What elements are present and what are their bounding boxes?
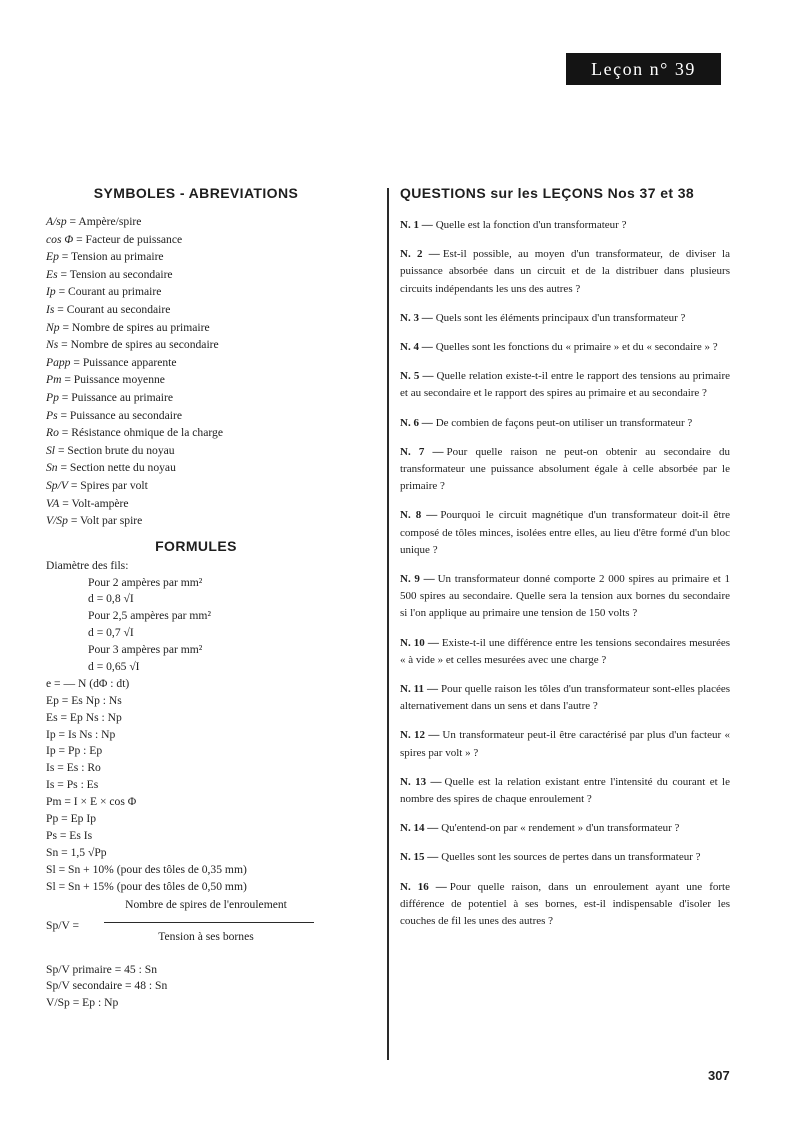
question-number: N. 4 — <box>400 341 433 354</box>
symbol-code: A/sp <box>46 215 67 228</box>
symbol-code: V/Sp <box>46 514 68 528</box>
question-item <box>400 774 730 808</box>
question-item <box>400 507 730 559</box>
questions-title: QUESTIONS sur les LEÇONS Nos 37 et 38 <box>400 185 695 201</box>
question-item <box>400 246 730 298</box>
question-item <box>400 820 730 837</box>
question-text: Pour quelle raison ne peut-on obtenir au secondaire du transformateur une puissance absolument égale à celle absorbée par le primaire ? <box>400 445 731 493</box>
symbol-row <box>46 459 346 477</box>
question-text: Quelles sont les fonctions du « primaire » et du « secondaire » ? <box>435 341 718 354</box>
symbols-list <box>46 213 346 530</box>
formula-line: Sl = Sn + 10% (pour des tôles de 0,35 mm) <box>46 862 247 876</box>
formula-list <box>46 676 346 896</box>
symbol-meaning: = Tension au primaire <box>61 250 164 264</box>
symbol-row <box>46 354 346 372</box>
symbol-code: Ns <box>46 338 59 352</box>
question-number: N. 14 — <box>400 822 439 835</box>
left-column <box>46 185 346 1012</box>
symbol-code: Sp/V <box>46 478 68 492</box>
symbol-row <box>46 336 346 354</box>
question-item <box>400 444 730 496</box>
symbol-meaning: = Volt par spire <box>70 514 143 528</box>
question-item <box>400 415 730 432</box>
diameter-formula: d = 0,65 √I <box>88 660 140 674</box>
question-text: Quelle relation existe-t-il entre le rapport des tensions au primaire et au secondaire et le rapport des spires au primaire et au secondaire ? <box>400 370 730 400</box>
formula-line: Es = Ep Ns : Np <box>46 710 122 724</box>
formula-line: Ep = Es Np : Ns <box>46 693 122 707</box>
symbol-code: Ro <box>46 426 59 440</box>
question-number: N. 1 — <box>400 219 433 231</box>
question-number: N. 7 — <box>400 445 444 458</box>
question-item <box>400 310 730 327</box>
symbol-meaning: = Puissance apparente <box>73 355 177 369</box>
symbol-row <box>46 389 346 407</box>
symbol-code: cos Φ <box>46 232 74 246</box>
column-divider <box>387 188 389 1060</box>
fraction-numerator: Nombre de spires de l'enroulement <box>125 897 287 911</box>
formula-line: Ps = Es Is <box>46 828 93 842</box>
symbol-row <box>46 319 346 337</box>
symbol-meaning: = Nombre de spires au primaire <box>62 320 210 334</box>
question-number: N. 9 — <box>400 573 435 586</box>
question-text: Un transformateur peut-il être caractérisé par plus d'un facteur « spires par volt » ? <box>400 729 730 759</box>
symbol-row <box>46 266 346 284</box>
lesson-number: n° 39 <box>649 58 696 79</box>
question-text: Quelles sont les sources de pertes dans un transformateur ? <box>441 851 701 864</box>
diameter-condition: Pour 2,5 ampères par mm² <box>88 609 211 623</box>
diameter-condition: Pour 3 ampères par mm² <box>88 643 203 657</box>
question-number: N. 12 — <box>400 729 440 742</box>
question-item <box>400 339 730 356</box>
symbol-meaning: = Résistance ohmique de la charge <box>61 426 223 440</box>
question-item <box>400 849 730 866</box>
question-number: N. 5 — <box>400 370 434 383</box>
question-number: N. 16 — <box>400 880 447 893</box>
symbol-code: Is <box>46 302 55 316</box>
question-number: N. 10 — <box>400 636 439 649</box>
diameter-formula: d = 0,7 √I <box>88 626 134 640</box>
question-item <box>400 571 730 623</box>
spires-per-volt-fraction <box>46 896 346 962</box>
symbol-code: Sn <box>46 461 58 475</box>
question-number: N. 13 — <box>400 775 442 788</box>
symbol-code: Pm <box>46 373 62 387</box>
symbol-meaning: = Tension au secondaire <box>60 267 173 281</box>
lesson-label: Leçon <box>591 58 644 79</box>
question-number: N. 11 — <box>400 683 439 696</box>
symbol-row <box>46 371 346 389</box>
question-item <box>400 635 730 669</box>
symbol-code: Ip <box>46 285 56 299</box>
symbol-code: VA <box>46 496 60 510</box>
diameter-condition: Pour 2 ampères par mm² <box>88 575 203 589</box>
symbol-row <box>46 407 346 425</box>
symbol-meaning: = Ampère/spire <box>69 215 142 228</box>
symbol-row <box>46 248 346 266</box>
symbol-meaning: = Puissance au primaire <box>61 390 173 404</box>
symbol-meaning: = Section nette du noyau <box>60 461 176 475</box>
symbol-row <box>46 231 346 249</box>
symbol-code: Papp <box>46 355 71 369</box>
formula-line: Sp/V primaire = 45 : Sn <box>46 962 157 976</box>
formulas-title: FORMULES <box>155 537 237 554</box>
symbol-meaning: = Spires par volt <box>70 478 148 492</box>
final-formula-list <box>46 962 346 1013</box>
question-item <box>400 879 730 931</box>
symbol-row <box>46 213 346 231</box>
symbol-row <box>46 512 346 530</box>
question-item <box>400 681 730 715</box>
page-number: 307 <box>708 1068 730 1083</box>
formula-line: Ip = Is Ns : Np <box>46 727 116 741</box>
symbol-meaning: = Volt-ampère <box>62 496 129 510</box>
symbol-meaning: = Nombre de spires au secondaire <box>61 338 219 352</box>
fraction-denominator: Tension à ses bornes <box>158 929 254 943</box>
symbol-row <box>46 442 346 460</box>
symbol-meaning: = Facteur de puissance <box>76 232 183 246</box>
symbol-code: Sl <box>46 443 56 457</box>
fraction-bar <box>104 922 314 923</box>
symbol-code: Ep <box>46 250 59 264</box>
question-text: Existe-t-il une différence entre les tensions secondaires mesurées « à vide » et celles mesurées avec une charge ? <box>400 636 730 666</box>
question-item <box>400 727 730 761</box>
question-text: Qu'entend-on par « rendement » d'un transformateur ? <box>441 822 680 835</box>
symbol-meaning: = Courant au secondaire <box>57 302 171 316</box>
question-text: Pour quelle raison, dans un enroulement ayant une forte différence de potentiel à ses bornes, est-il indispensable d'isoler les couches de fil les unes des autres ? <box>400 880 730 928</box>
question-text: Est-il possible, au moyen d'un transformateur, de diviser la puissance absorbée dans un circuit et de la distribuer dans plusieurs circuits indépendants les uns des autres ? <box>400 248 730 295</box>
formula-line: Sp/V secondaire = 48 : Sn <box>46 979 168 993</box>
question-number: N. 3 — <box>400 311 433 324</box>
question-text: Pour quelle raison les tôles d'un transformateur sont-elles placées alternativement dans un sens et dans l'autre ? <box>400 683 730 713</box>
diameter-label: Diamètre des fils: <box>46 558 129 572</box>
symbol-code: Es <box>46 267 58 281</box>
symbol-row <box>46 495 346 513</box>
question-item <box>400 368 730 402</box>
symbol-row <box>46 477 346 495</box>
right-column <box>400 185 730 942</box>
formula-line: e = — N (dΦ : dt) <box>46 676 130 690</box>
formula-line: Is = Es : Ro <box>46 761 101 775</box>
formula-line: Pp = Ep Ip <box>46 812 97 826</box>
formula-line: V/Sp = Ep : Np <box>46 996 119 1010</box>
symbol-code: Pp <box>46 390 59 404</box>
fraction-lhs: Sp/V = <box>46 918 80 932</box>
question-text: Quelle est la relation existant entre l'intensité du courant et le nombre des spires de chaque enroulement ? <box>400 775 730 806</box>
symbol-meaning: = Puissance au secondaire <box>60 408 182 422</box>
symbol-meaning: = Puissance moyenne <box>64 373 165 387</box>
question-number: N. 15 — <box>400 851 439 864</box>
formula-line: Sl = Sn + 15% (pour des tôles de 0,50 mm) <box>46 879 247 893</box>
diameter-formula: d = 0,8 √I <box>88 592 134 606</box>
question-text: Pourquoi le circuit magnétique d'un transformateur doit-il être composé de tôles minces, isolées entre elles, au lieu d'être formé d'un bloc unique ? <box>400 509 730 556</box>
formula-line: Ip = Pp : Ep <box>46 744 103 758</box>
question-item <box>400 217 730 234</box>
symbol-meaning: = Courant au primaire <box>58 285 162 299</box>
question-text: Un transformateur donné comporte 2 000 spires au primaire et 1 500 spires au secondaire. Quelle sera la tension aux bornes du secondaire si l'on applique au primaire une tension de 150 volts ? <box>400 573 730 620</box>
questions-list <box>400 217 730 930</box>
formula-line: Pm = I × E × cos Φ <box>46 795 137 809</box>
symbol-meaning: = Section brute du noyau <box>57 443 175 457</box>
question-number: N. 2 — <box>400 248 440 261</box>
symbol-row <box>46 283 346 301</box>
question-text: Quels sont les éléments principaux d'un transformateur ? <box>435 311 686 324</box>
question-number: N. 6 — <box>400 416 433 429</box>
symbol-row <box>46 424 346 442</box>
diameter-list <box>46 575 346 676</box>
question-text: Quelle est la fonction d'un transformateur ? <box>435 219 627 231</box>
formula-line: Is = Ps : Es <box>46 778 99 792</box>
question-number: N. 8 — <box>400 509 438 522</box>
symbols-title: SYMBOLES - ABREVIATIONS <box>93 185 299 201</box>
question-text: De combien de façons peut-on utiliser un transformateur ? <box>435 416 693 429</box>
formula-line: Sn = 1,5 √Pp <box>46 845 107 859</box>
lesson-badge <box>566 53 721 85</box>
symbol-code: Ps <box>46 408 58 422</box>
symbol-code: Np <box>46 320 60 334</box>
symbol-row <box>46 301 346 319</box>
